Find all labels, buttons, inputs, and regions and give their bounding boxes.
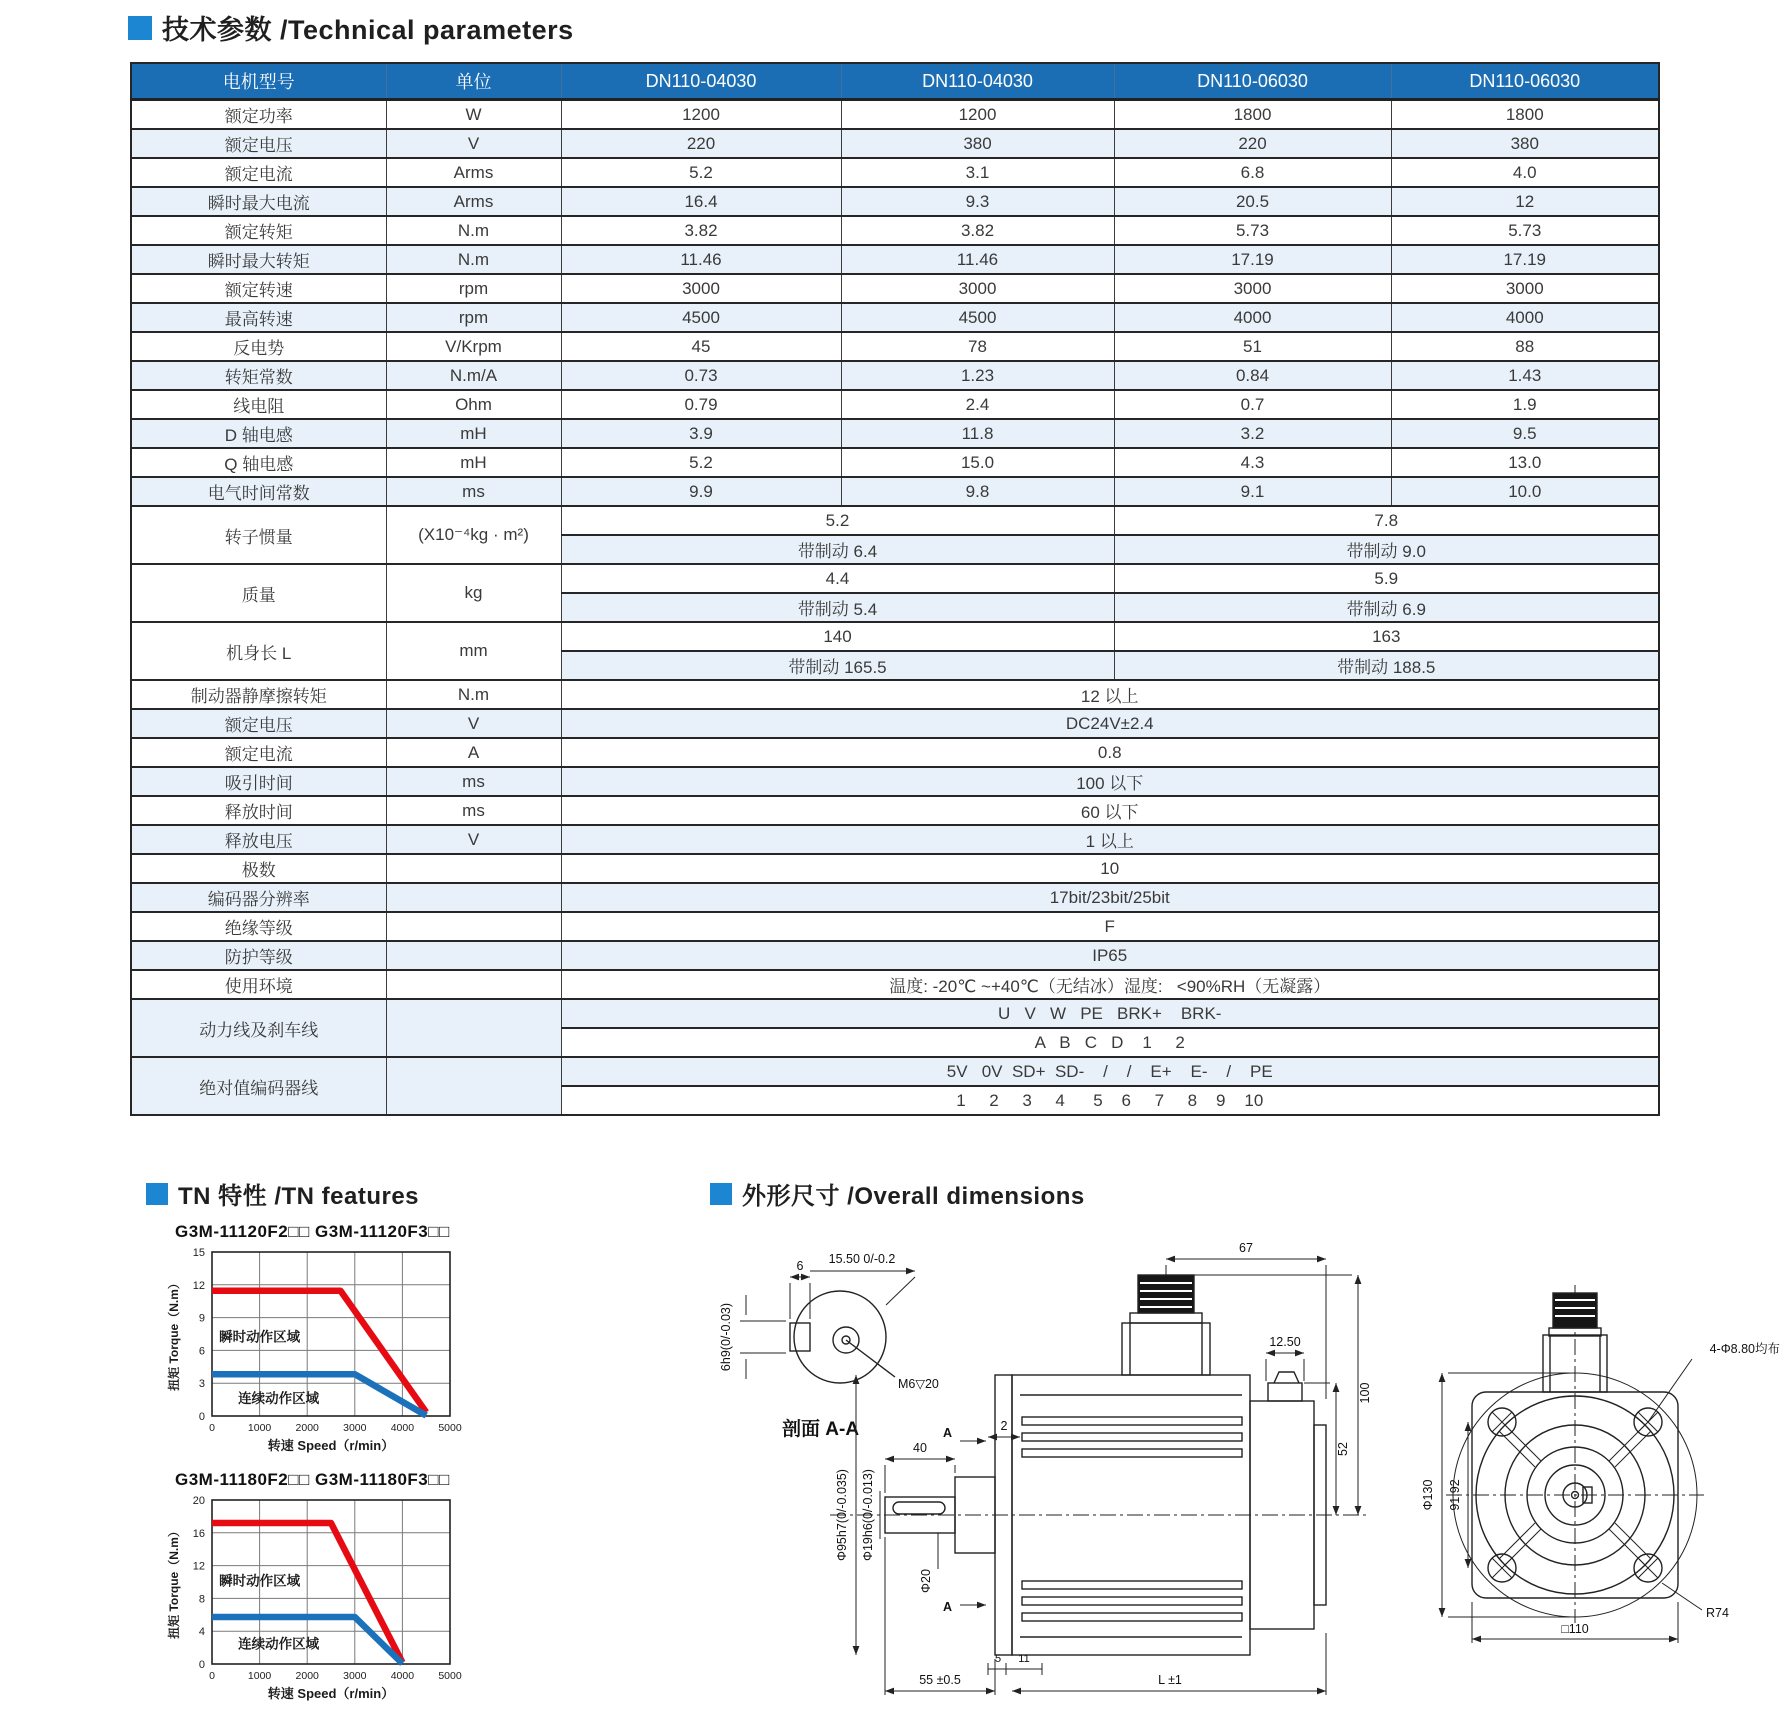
- spec-unit-cell: ms: [386, 477, 561, 506]
- spec-unit-cell: N.m: [386, 216, 561, 245]
- spec-value-cell: 3.82: [841, 216, 1114, 245]
- spec-value-cell: 10.0: [1391, 477, 1659, 506]
- spec-value-cell: IP65: [561, 941, 1659, 970]
- dimension-drawings: [690, 1225, 1786, 1712]
- spec-label-cell: 反电势: [131, 332, 386, 361]
- spec-unit-cell: N.m: [386, 245, 561, 274]
- spec-value-cell: 17.19: [1391, 245, 1659, 274]
- chart-annotation: 连续动作区域: [238, 1636, 320, 1652]
- spec-col-header: DN110-06030: [1114, 63, 1391, 100]
- spec-unit-cell: rpm: [386, 303, 561, 332]
- y-tick-label: 20: [192, 1495, 205, 1507]
- spec-value-cell: 3000: [561, 274, 841, 303]
- section-aa-detail: [740, 1271, 915, 1383]
- section-title-text: TN 特性 /TN features: [178, 1183, 420, 1210]
- spec-label-cell: 动力线及刹车线: [131, 999, 386, 1057]
- spec-unit-cell: [386, 970, 561, 999]
- y-tick-label: 0: [198, 1411, 205, 1423]
- spec-value-cell: 380: [1391, 129, 1659, 158]
- dim-5: 5: [994, 1653, 1002, 1665]
- spec-col-header: 电机型号: [131, 63, 386, 100]
- spec-value-cell: 5.2: [561, 448, 841, 477]
- spec-label-cell: 瞬时最大转矩: [131, 245, 386, 274]
- spec-table-body: [131, 100, 1659, 1116]
- spec-label-cell: 绝对值编码器线: [131, 1057, 386, 1115]
- spec-value-cell: 17.19: [1114, 245, 1391, 274]
- spec-unit-cell: [386, 999, 561, 1057]
- dim-100: 100: [1358, 1382, 1372, 1404]
- spec-value-cell: 11.46: [561, 245, 841, 274]
- dim-67: 67: [1239, 1241, 1253, 1255]
- spec-value-cell: F: [561, 912, 1659, 941]
- spec-value-cell: 带制动 165.5: [561, 651, 1114, 680]
- dim-holes: 4-Φ8.80均布: [1709, 1342, 1780, 1356]
- spec-value-cell: 17bit/23bit/25bit: [561, 883, 1659, 912]
- section-arrow-a-bottom: A: [942, 1600, 952, 1614]
- spec-value-cell: 12: [1391, 187, 1659, 216]
- spec-value-cell: 380: [841, 129, 1114, 158]
- spec-value-cell: 1.23: [841, 361, 1114, 390]
- spec-value-cell: 51: [1114, 332, 1391, 361]
- spec-value-cell: 20.5: [1114, 187, 1391, 216]
- section-title-text: 外形尺寸 /Overall dimensions: [742, 1183, 1085, 1210]
- spec-label-cell: 额定电流: [131, 738, 386, 767]
- spec-label-cell: 额定电压: [131, 129, 386, 158]
- section-arrow-a-top: A: [942, 1426, 952, 1440]
- spec-value-cell: 100 以下: [561, 767, 1659, 796]
- spec-label-cell: 极数: [131, 854, 386, 883]
- motor-side-view: [830, 1259, 1366, 1695]
- x-tick-label: 0: [209, 1670, 215, 1682]
- spec-value-cell: 0.7: [1114, 390, 1391, 419]
- spec-unit-cell: [386, 912, 561, 941]
- spec-label-cell: 防护等级: [131, 941, 386, 970]
- spec-unit-cell: Arms: [386, 158, 561, 187]
- section-title-text: 技术参数 /Technical parameters: [162, 15, 574, 45]
- spec-value-cell: 78: [841, 332, 1114, 361]
- spec-label-cell: 额定转矩: [131, 216, 386, 245]
- spec-value-cell: 12 以上: [561, 680, 1659, 709]
- chart2-title: G3M-11180F2□□ G3M-11180F3□□: [175, 1470, 450, 1489]
- spec-value-cell: 带制动 188.5: [1114, 651, 1659, 680]
- spec-value-cell: 1 2 3 4 5 6 7 8 9 10: [561, 1086, 1659, 1115]
- spec-value-cell: 带制动 9.0: [1114, 535, 1659, 564]
- spec-value-cell: DC24V±2.4: [561, 709, 1659, 738]
- dim-91-92: 91.92: [1448, 1479, 1462, 1511]
- x-tick-label: 1000: [247, 1670, 272, 1682]
- x-tick-label: 0: [209, 1422, 215, 1434]
- chart-annotation: 瞬时动作区域: [219, 1329, 301, 1345]
- spec-label-cell: 额定功率: [131, 100, 386, 130]
- spec-value-cell: 2.4: [841, 390, 1114, 419]
- spec-unit-cell: [386, 1057, 561, 1115]
- y-tick-label: 9: [198, 1312, 205, 1325]
- spec-value-cell: 7.8: [1114, 506, 1659, 535]
- x-tick-label: 3000: [343, 1422, 367, 1434]
- dim-6: 6: [796, 1259, 804, 1273]
- spec-value-cell: 5.9: [1114, 564, 1659, 593]
- spec-value-cell: 9.9: [561, 477, 841, 506]
- dim-11: 11: [1018, 1653, 1030, 1665]
- spec-value-cell: 9.1: [1114, 477, 1391, 506]
- spec-value-cell: 1800: [1114, 100, 1391, 130]
- y-tick-label: 15: [192, 1247, 205, 1259]
- section-title-technical: [128, 8, 574, 47]
- chart1-title: G3M-11120F2□□ G3M-11120F3□□: [175, 1222, 450, 1241]
- spec-value-cell: 4.4: [561, 564, 1114, 593]
- spec-unit-cell: ms: [386, 796, 561, 825]
- spec-value-cell: 1.9: [1391, 390, 1659, 419]
- spec-label-cell: 线电阻: [131, 390, 386, 419]
- chart-annotation: 连续动作区域: [238, 1390, 320, 1406]
- spec-unit-cell: V: [386, 825, 561, 854]
- spec-unit-cell: A: [386, 738, 561, 767]
- spec-value-cell: 3.1: [841, 158, 1114, 187]
- tn-chart-1: [160, 1244, 466, 1473]
- spec-value-cell: 220: [561, 129, 841, 158]
- dim-phi95: Φ95h7(0/-0.035): [835, 1469, 849, 1561]
- spec-value-cell: 4.0: [1391, 158, 1659, 187]
- spec-unit-cell: N.m/A: [386, 361, 561, 390]
- spec-unit-cell: kg: [386, 564, 561, 622]
- spec-col-header: DN110-04030: [841, 63, 1114, 100]
- y-tick-label: 8: [198, 1593, 205, 1606]
- spec-value-cell: 11.8: [841, 419, 1114, 448]
- x-tick-label: 2000: [295, 1422, 319, 1434]
- spec-value-cell: 88: [1391, 332, 1659, 361]
- spec-value-cell: 5.73: [1114, 216, 1391, 245]
- spec-unit-cell: [386, 854, 561, 883]
- spec-unit-cell: V: [386, 129, 561, 158]
- dim-15-50: 15.50 0/-0.2: [828, 1252, 896, 1266]
- section-title-dims: [710, 1176, 1085, 1211]
- spec-value-cell: 3000: [1391, 274, 1659, 303]
- spec-unit-cell: V: [386, 709, 561, 738]
- dim-52: 52: [1336, 1442, 1350, 1456]
- section-marker-icon: [128, 16, 152, 40]
- dim-phi20: Φ20: [919, 1569, 933, 1593]
- spec-label-cell: 额定电压: [131, 709, 386, 738]
- spec-value-cell: 10: [561, 854, 1659, 883]
- y-tick-label: 12: [192, 1279, 205, 1292]
- spec-value-cell: A B C D 1 2: [561, 1028, 1659, 1057]
- spec-value-cell: 5.2: [561, 506, 1114, 535]
- spec-unit-cell: [386, 941, 561, 970]
- spec-label-cell: 转矩常数: [131, 361, 386, 390]
- spec-label-cell: 瞬时最大电流: [131, 187, 386, 216]
- y-tick-label: 12: [192, 1560, 205, 1573]
- spec-value-cell: 9.5: [1391, 419, 1659, 448]
- spec-unit-cell: V/Krpm: [386, 332, 561, 361]
- tn-chart-svg: [160, 1492, 466, 1712]
- spec-value-cell: 带制动 5.4: [561, 593, 1114, 622]
- spec-label-cell: 释放时间: [131, 796, 386, 825]
- spec-value-cell: 5.2: [561, 158, 841, 187]
- spec-value-cell: 9.3: [841, 187, 1114, 216]
- spec-value-cell: 5V 0V SD+ SD- / / E+ E- / PE: [561, 1057, 1659, 1086]
- spec-value-cell: 3.9: [561, 419, 841, 448]
- spec-value-cell: 9.8: [841, 477, 1114, 506]
- spec-value-cell: 11.46: [841, 245, 1114, 274]
- spec-value-cell: 220: [1114, 129, 1391, 158]
- section-marker-icon: [710, 1183, 732, 1205]
- spec-value-cell: 3.2: [1114, 419, 1391, 448]
- spec-label-cell: 释放电压: [131, 825, 386, 854]
- spec-value-cell: 带制动 6.9: [1114, 593, 1659, 622]
- spec-value-cell: 4000: [1391, 303, 1659, 332]
- spec-value-cell: 163: [1114, 622, 1659, 651]
- spec-value-cell: U V W PE BRK+ BRK-: [561, 999, 1659, 1028]
- dim-phi19: Φ19h6(0/-0.013): [861, 1469, 875, 1561]
- x-tick-label: 2000: [295, 1670, 319, 1682]
- spec-label-cell: 使用环境: [131, 970, 386, 999]
- x-axis-label: 转速 Speed（r/min）: [267, 1686, 395, 1701]
- spec-value-cell: 13.0: [1391, 448, 1659, 477]
- spec-label-cell: 电气时间常数: [131, 477, 386, 506]
- spec-value-cell: 温度: -20℃ ~+40℃（无结冰）湿度: <90%RH（无凝露）: [561, 970, 1659, 999]
- x-tick-label: 4000: [390, 1422, 415, 1434]
- spec-label-cell: 质量: [131, 564, 386, 622]
- x-tick-label: 1000: [247, 1422, 272, 1434]
- spec-value-cell: 1800: [1391, 100, 1659, 130]
- spec-value-cell: 1200: [841, 100, 1114, 130]
- spec-label-cell: 编码器分辨率: [131, 883, 386, 912]
- spec-value-cell: 4.3: [1114, 448, 1391, 477]
- spec-value-cell: 0.79: [561, 390, 841, 419]
- x-tick-label: 4000: [390, 1670, 415, 1682]
- y-tick-label: 0: [198, 1659, 205, 1671]
- dim-L: L ±1: [1158, 1673, 1182, 1687]
- spec-label-cell: 制动器静摩擦转矩: [131, 680, 386, 709]
- spec-value-cell: 15.0: [841, 448, 1114, 477]
- spec-table-header: [131, 63, 1659, 100]
- x-tick-label: 5000: [438, 1422, 462, 1434]
- spec-label-cell: Q 轴电感: [131, 448, 386, 477]
- spec-value-cell: 140: [561, 622, 1114, 651]
- spec-value-cell: 带制动 6.4: [561, 535, 1114, 564]
- spec-label-cell: 最高转速: [131, 303, 386, 332]
- dim-2: 2: [1000, 1419, 1008, 1433]
- dim-12-50: 12.50: [1269, 1335, 1301, 1349]
- spec-label-cell: 吸引时间: [131, 767, 386, 796]
- motor-front-view: [1442, 1285, 1704, 1643]
- spec-value-cell: 4500: [841, 303, 1114, 332]
- spec-table: [130, 62, 1660, 1116]
- section-title-tn: [146, 1176, 419, 1211]
- x-axis-label: 转速 Speed（r/min）: [267, 1438, 395, 1453]
- spec-unit-cell: Arms: [386, 187, 561, 216]
- spec-value-cell: 5.73: [1391, 216, 1659, 245]
- spec-label-cell: D 轴电感: [131, 419, 386, 448]
- chart-annotation: 瞬时动作区域: [219, 1573, 301, 1589]
- spec-unit-cell: mm: [386, 622, 561, 680]
- spec-value-cell: 45: [561, 332, 841, 361]
- spec-col-header: DN110-04030: [561, 63, 841, 100]
- section-aa-label: 剖面 A-A: [782, 1419, 860, 1440]
- dim-40: 40: [913, 1441, 927, 1455]
- spec-value-cell: 0.73: [561, 361, 841, 390]
- y-axis-label: 扭矩 Torque（N.m）: [167, 1525, 181, 1639]
- spec-label-cell: 额定转速: [131, 274, 386, 303]
- spec-unit-cell: [386, 883, 561, 912]
- y-tick-label: 6: [198, 1345, 205, 1358]
- y-tick-label: 3: [198, 1378, 205, 1391]
- section-marker-icon: [146, 1183, 168, 1205]
- tn-chart-svg: [160, 1244, 466, 1468]
- y-axis-label: 扭矩 Torque（N.m）: [167, 1277, 181, 1391]
- spec-label-cell: 绝缘等级: [131, 912, 386, 941]
- tn-chart-2: [160, 1492, 466, 1712]
- spec-unit-cell: mH: [386, 419, 561, 448]
- spec-value-cell: 4500: [561, 303, 841, 332]
- spec-label-cell: 机身长 L: [131, 622, 386, 680]
- spec-unit-cell: N.m: [386, 680, 561, 709]
- spec-value-cell: 3000: [841, 274, 1114, 303]
- spec-unit-cell: ms: [386, 767, 561, 796]
- spec-value-cell: 3000: [1114, 274, 1391, 303]
- spec-value-cell: 0.84: [1114, 361, 1391, 390]
- spec-value-cell: 60 以下: [561, 796, 1659, 825]
- spec-unit-cell: rpm: [386, 274, 561, 303]
- y-tick-label: 4: [198, 1626, 205, 1639]
- dim-phi130: Φ130: [1421, 1479, 1435, 1511]
- spec-unit-cell: Ohm: [386, 390, 561, 419]
- spec-value-cell: 6.8: [1114, 158, 1391, 187]
- dim-55: 55 ±0.5: [919, 1673, 961, 1687]
- spec-unit-cell: mH: [386, 448, 561, 477]
- spec-label-cell: 转子惯量: [131, 506, 386, 564]
- spec-value-cell: 1200: [561, 100, 841, 130]
- spec-value-cell: 1 以上: [561, 825, 1659, 854]
- spec-value-cell: 16.4: [561, 187, 841, 216]
- spec-value-cell: 0.8: [561, 738, 1659, 767]
- spec-unit-cell: (X10⁻⁴kg · m²): [386, 506, 561, 564]
- dim-6h9: 6h9(0/-0.03): [719, 1302, 733, 1372]
- spec-label-cell: 额定电流: [131, 158, 386, 187]
- spec-unit-cell: W: [386, 100, 561, 130]
- spec-col-header: 单位: [386, 63, 561, 100]
- spec-value-cell: 4000: [1114, 303, 1391, 332]
- spec-value-cell: 3.82: [561, 216, 841, 245]
- y-tick-label: 16: [192, 1527, 205, 1540]
- x-tick-label: 3000: [343, 1670, 367, 1682]
- spec-value-cell: 1.43: [1391, 361, 1659, 390]
- spec-col-header: DN110-06030: [1391, 63, 1659, 100]
- dim-r74: R74: [1706, 1606, 1729, 1620]
- x-tick-label: 5000: [438, 1670, 462, 1682]
- dim-sq110: □110: [1561, 1622, 1589, 1636]
- dim-m6: M6▽20: [898, 1377, 939, 1391]
